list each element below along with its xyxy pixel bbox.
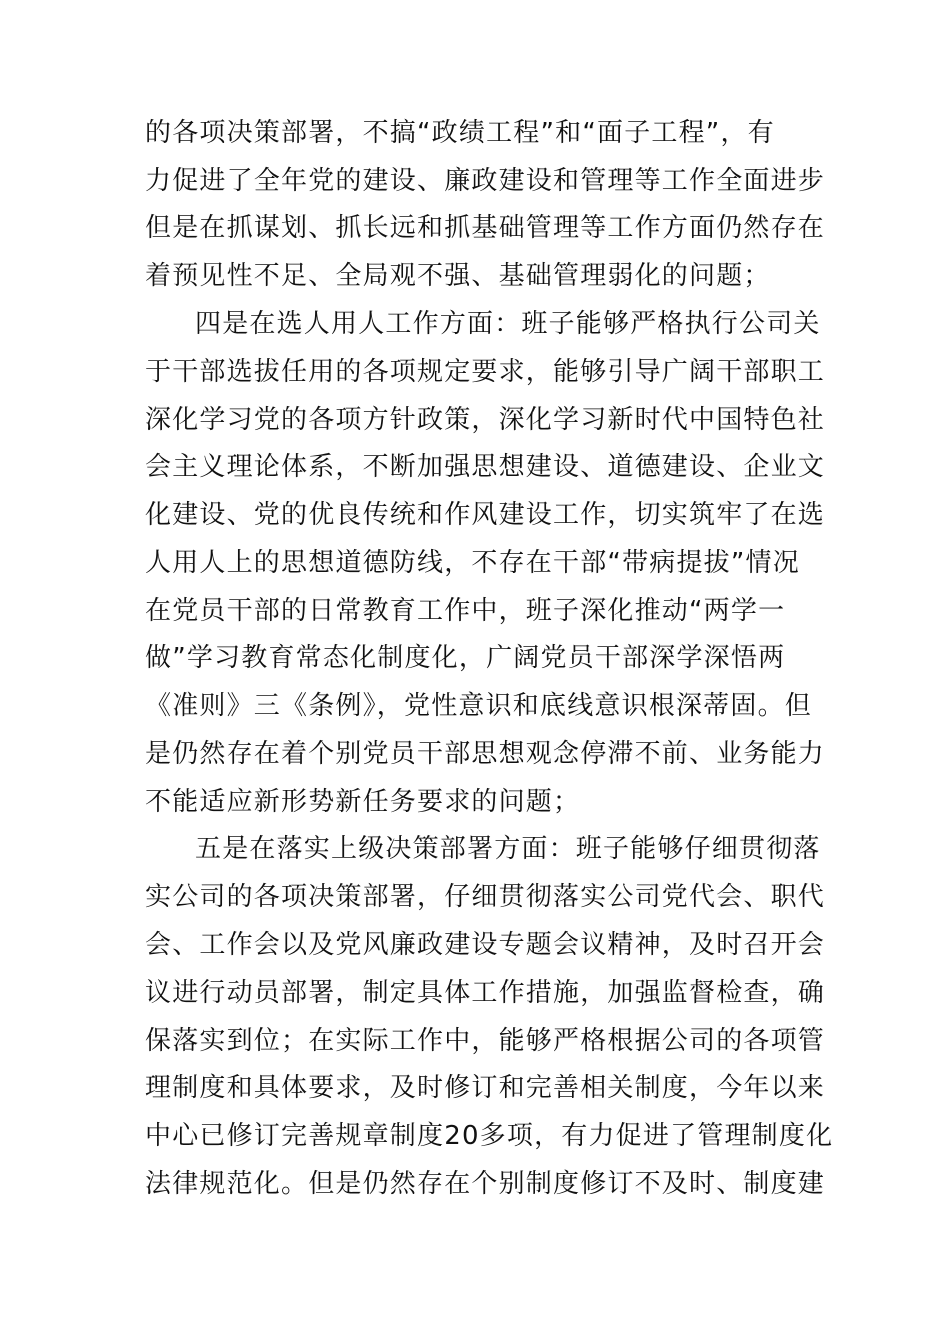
text-line: 在党员干部的日常教育工作中，班子深化推动“两学一 xyxy=(145,596,786,626)
text-line: 理制度和具体要求，及时修订和完善相关制度，今年以来 xyxy=(145,1073,826,1103)
text-line: 会、工作会以及党风廉政建设专题会议精神，及时召开会 xyxy=(145,930,826,960)
text-line: 中心已修订完善规章制度20多项，有力促进了管理制度化 xyxy=(145,1121,834,1151)
text-line: 保落实到位；在实际工作中，能够严格根据公司的各项管 xyxy=(145,1026,826,1056)
text-line: 人用人上的思想道德防线，不存在干部“带病提拔”情况 xyxy=(145,548,800,578)
text-line: 是仍然存在着个别党员干部思想观念停滞不前、业务能力 xyxy=(145,739,826,769)
text-line: 议进行动员部署，制定具体工作措施，加强监督检查，确 xyxy=(145,978,826,1008)
text-line: 会主义理论体系，不断加强思想建设、道德建设、企业文 xyxy=(145,452,826,482)
text-line: 《准则》三《条例》，党性意识和底线意识根深蒂固。但 xyxy=(145,691,813,721)
text-line: 不能适应新形势新任务要求的问题； xyxy=(145,787,581,817)
text-line: 法律规范化。但是仍然存在个别制度修订不及时、制度建 xyxy=(145,1169,826,1199)
text-line: 实公司的各项决策部署，仔细贯彻落实公司党代会、职代 xyxy=(145,882,826,912)
paragraph-first-line: 五是在落实上级决策部署方面：班子能够仔细贯彻落 xyxy=(195,834,821,864)
text-line: 化建设、党的优良传统和作风建设工作，切实筑牢了在选 xyxy=(145,500,826,530)
text-line: 于干部选拔任用的各项规定要求，能够引导广阔干部职工 xyxy=(145,357,826,387)
text-line: 做”学习教育常态化制度化，广阔党员干部深学深悟两 xyxy=(145,643,786,673)
text-line: 着预见性不足、全局观不强、基础管理弱化的问题； xyxy=(145,261,771,291)
text-line: 深化学习党的各项方针政策，深化学习新时代中国特色社 xyxy=(145,405,826,435)
text-line: 但是在抓谋划、抓长远和抓基础管理等工作方面仍然存在 xyxy=(145,213,826,243)
text-line: 力促进了全年党的建设、廉政建设和管理等工作全面进步 xyxy=(145,166,826,196)
paragraph-first-line: 四是在选人用人工作方面：班子能够严格执行公司关 xyxy=(195,309,821,339)
text-line: 的各项决策部署，不搞“政绩工程”和“面子工程”，有 xyxy=(145,118,775,148)
